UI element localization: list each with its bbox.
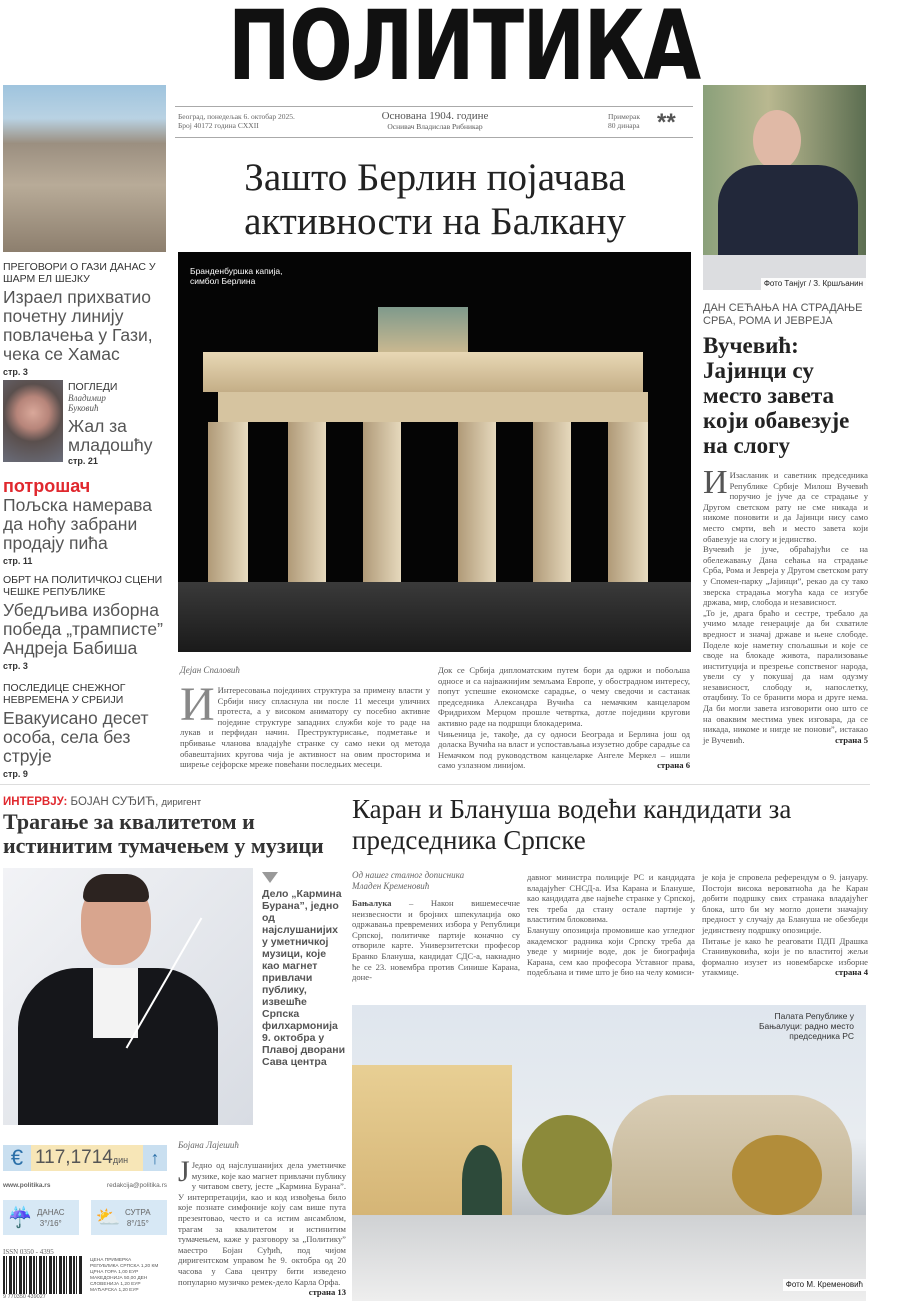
kicker: ПОГЛЕДИ [68,381,118,393]
email-link[interactable]: redakcija@politika.rs [106,1182,167,1189]
euro-icon: € [3,1145,31,1171]
page-ref: стр. 3 [3,661,28,671]
page-ref: стр. 21 [68,456,98,466]
srpska-col2: давног министра полиције РС и кандидата владајућег СНСД-а. Иза Карана и Блануше, као кандидата две највеће странке у Српској, тек треба да стану остале партије у властитим блоковима. Бланушу опозиција промовише као угледног академског радника који Српску треба да уведе у мирније воде, док је биографија Карана, сем као професора Уставног права, подебљана и тиме што је био на челу комиси- [527,872,695,978]
gaza-photo [3,85,166,252]
price-label: Примерак [608,112,640,121]
issue-number: Број 40172 година CXXII [178,121,259,130]
triangle-marker-icon [262,872,278,883]
headline: Израел прихватио почетну линију повлачења у Гази, чека се Хамас [3,287,153,364]
barcode [3,1248,83,1300]
website-link[interactable]: www.politika.rs [3,1182,51,1189]
interview-byline: Бојана Лајешић [178,1140,239,1150]
weather-tomorrow [91,1200,167,1235]
edition-mark: ** [657,109,676,136]
headline: Убедљива изборна победа „трамписте” Андреја Бабиша [3,600,163,658]
story-views[interactable] [68,381,168,466]
currency-widget [3,1145,167,1171]
barcode-number: 9 770350 439027 [3,1294,46,1300]
interview-headline[interactable]: Трагање за квалитетом и истинитим тумачењем у музици [3,809,324,858]
consumer-label: потрошач [3,476,91,496]
sidebar-text: Дело „Кармина Бурана”, једно од најслушанијих у уметничкој музици, које као магнет привлачи публику, извешће Српска филхармонија 9. октобра у Плавој дворани Сава центра [262,888,346,1068]
weather-today [3,1200,79,1235]
article-text: Изасланик и саветник председника Републике Србије Милош Вучевић поручио је јуче да се страдање у Другом светском рату не сме никада и никоме поновити и да Јајинци нису само место смрти, већ и место завета који обавезује на слогу и јединство. Вучевић је јуче, обраћајући се на обележавању Дана сећања на страдање Срба, Рома и Јевреја у Другом светском рату у Спомен-парку „Јајинци”, рекао да су тако зверска страдања могућа када се изгубе држава, мир, слобода и независност. „То је, драга браћо и сестре, требало да учимо младе генерације да би схватиле вредност и значај државе и њене слободе. Поделе које наметну спољашњи и које се своде на блокаде живота, парализовање институција и презрење сопственог народа, увели су у покушај да нам одузму независност, слободу и, напослетку, отаџбину. То се бранити мора и друге нема. Да би могли завета изговорити оно што се на оваквим местима увек изговара, да се никада, никоме и нигде не понови”, истакао је Вучевић. [703,470,868,745]
photo-credit: Фото Танјуг / З. Кршљанин [761,278,866,290]
photo-caption: Палата Републике у Бањалуци: радно место председника РС [758,1011,854,1041]
section-divider [0,784,870,785]
price: 80 динара [608,121,640,130]
banja-luka-palace-photo [352,1005,866,1301]
issn: ISSN 0350 - 4395 [3,1248,54,1256]
interviewee-role: диригент [161,797,202,808]
sun-cloud-icon: ⛅ [95,1207,121,1229]
founder: Оснивач Владислав Рибникар [387,122,483,131]
drop-cap: И [180,678,215,731]
author: Владимир Буковић [68,393,106,413]
rain-cloud-icon: ☔ [7,1207,33,1229]
exchange-rate: 117,1714 [35,1147,113,1168]
page-ref[interactable]: страна 13 [308,1287,346,1298]
trend-up-icon: ↑ [143,1145,167,1171]
right-kicker: ДАН СЕЋАЊА НА СТРАДАЊЕ СРБА, РОМА И ЈЕВРЕЈА [703,302,863,327]
srpska-byline: Од нашег сталног дописника Младен Кременовић [352,870,465,891]
label: ДАНАС [37,1207,65,1217]
headline: Пољска намерава да ноћу забрани продају пића [3,495,153,553]
temperature: 3°/16° [39,1218,62,1228]
label: СУТРА [125,1207,151,1217]
temperature: 8°/15° [126,1218,149,1228]
story-snow[interactable] [3,682,168,779]
kicker: ПОСЛЕДИЦЕ СНЕЖНОГ НЕВРЕМЕНА У СРБИЈИ [3,682,126,706]
foreign-prices: ЦЕНА ПРИМЕРКА РЕПУБЛИКА СРПСКА 1,20 КМ ЦРНА ГОРА 1,00 ЕУР МАКЕДОНИЈА 50,00 ДЕН СЛОВЕНИЈА 1,20 ЕУР МАЂАРСКА 1,20 ЕУР [90,1258,159,1293]
interviewee-name: БОЈАН СУЂИЋ, [70,796,159,808]
right-article [703,464,868,745]
issue-date: Београд, понедељак 6. октобар 2025. [178,112,295,121]
currency-unit: дин [112,1155,129,1165]
photo-caption: Бранденбуршка капија, симбол Берлина [190,266,283,286]
brandenburg-gate-photo [178,252,691,652]
drop-cap: И [703,464,728,501]
conductor-photo [3,868,253,1125]
headline: Евакуисано десет особа, села без струје [3,708,149,766]
columnist-photo [3,380,63,462]
page-ref: стр. 9 [3,769,28,779]
srpska-col1 [352,898,520,983]
contacts [3,1182,167,1189]
masthead-logo: ПОЛИТИКА [228,0,700,102]
srpska-headline[interactable]: Каран и Блануша водећи кандидати за председника Српске [352,794,792,855]
headline: Жал за младошћу [68,416,153,455]
kicker: ПРЕГОВОРИ О ГАЗИ ДАНАС У ШАРМ ЕЛ ШЕЈКУ [3,261,156,285]
interview-sidebar [262,872,346,1068]
drop-cap: Ј [178,1155,190,1188]
story-gaza[interactable] [3,261,168,377]
article-text: – Након вишемесечне неизвесности и бројних шпекулација око одржавања превремених избора у Републици Српској, политичке партије коначно су отвориле карте. Универзитетски професор Бранко Блануша, кандидат СДС-а, накнадно ће се 23. новембра против Синише Карана, доне- [352,898,520,983]
photo-credit: Фото М. Кременовић [783,1279,866,1291]
interview-article [178,1155,346,1298]
page-ref[interactable]: страна 6 [657,760,690,771]
srpska-col3 [702,872,868,978]
story-czech[interactable] [3,574,168,671]
page-ref[interactable]: страна 5 [835,734,868,745]
founded: Основана 1904. године [381,110,489,122]
story-consumer[interactable] [3,476,168,566]
article-text: Интересовања појединих структура за примену власти у Србији нису спласнула ни после 11 месеци уличних протеста, а у високом аниматору су посебно активне поједине структуре западних служби које то раде на лукав и перфидан начин. Преструктурисање, подметање и прбивање чланова владајуће странке су само неки од метода обавештајних кругова чија је активност на овим просторима и ширење сејфорске мреже повећани последњих месеци. [180,685,430,770]
interview-label: ИНТЕРВЈУ: [3,796,68,808]
dateline: Бањалука [352,898,392,908]
info-bar [175,106,693,138]
interview-kicker [3,796,201,808]
main-headline[interactable]: Зашто Берлин појачава активности на Балкану [244,156,626,243]
vucevic-photo [703,85,866,290]
article-text: Док се Србија дипломатским путем бори да одржи и побољша односе и са најважнијим земљама Европе, у обострадном интересу, попут успешне економске сарадње, о чему сведочи и састанак председника Александра Вучића са немачким канцеларом Фридрихом Мерцом прошле четвртка, дотле поједини кругови активно раде на подршци блокадерима. Чињеница је, такође, да су односи Београда и Берлина још од доласка Вучића на власт и успостављања изузетно добре сарадње са Немачком под руководством канцеларке Ангеле Меркел – ишли само узлазном линијом. [438,665,690,771]
main-article-col2 [438,665,690,771]
main-byline: Дејан Спаловић [180,665,240,675]
page-ref[interactable]: страна 4 [835,967,868,978]
article-text: је која је спровела референдум о 9. јануару. Постоји висока вероватноћа да ће Каран добити подршку свих странака владајућег блока, што би му могло донети значајну предност у случају да Блануша не обезбеди јединствену подршку опозиције. Питање је како ће реаговати ПДП Драшка Станивуковића, који је по властитој жељи формално изузет из новембарске изборне утакмице. [702,872,868,978]
article-text: Једно од најслушанијих дела уметничке музике, које као магнет привлачи публику у читавом свету, јесте „Кармина Бурана”. У интерпретацији, као и код извођења било које познате симфоније коју сам више пута презентовао, често и са истим ансамблом, трагам за квалитетом и истинитим тумачењем, каже у разговору за „Политику” маестро Бојан Суђић, под чијом диригентском управом ће 9. октобра од 20 часова у Сава центру бити изведено популарно музичко ремек-дело Карла Орфа. [178,1160,346,1287]
right-headline[interactable]: Вучевић: Јајинци су место завета који обавезује на слогу [703,333,850,458]
page-ref: стр. 11 [3,556,33,566]
barcode-bars [3,1256,83,1294]
page-ref: стр. 3 [3,367,28,377]
kicker: ОБРТ НА ПОЛИТИЧКОЈ СЦЕНИ ЧЕШКЕ РЕПУБЛИКЕ [3,574,163,598]
main-article-col1 [180,678,430,770]
